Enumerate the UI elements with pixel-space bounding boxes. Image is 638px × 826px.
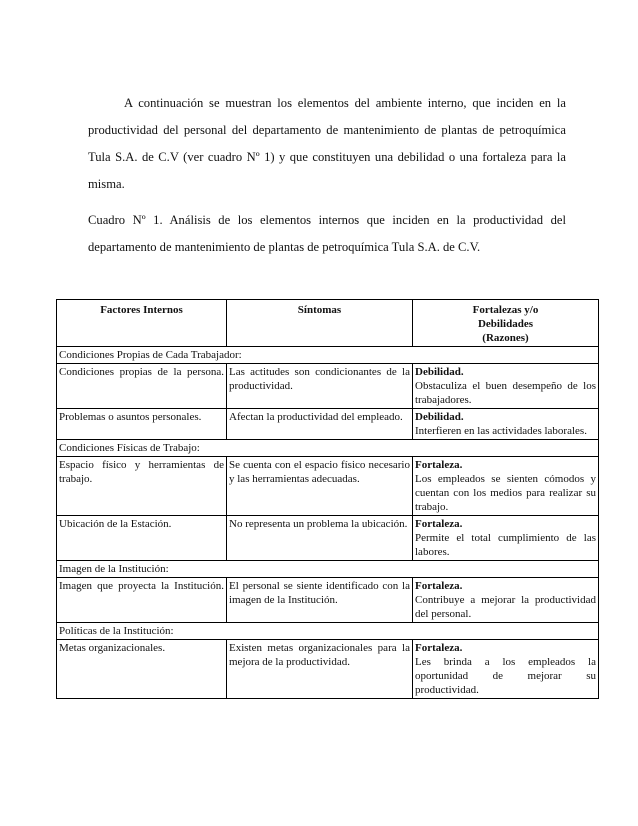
razon-text: Contribuye a mejorar la productividad del personal. [415,594,596,620]
sintoma-cell: Existen metas organizacionales para la mejora de la productividad. [227,640,413,699]
sintoma-cell: Se cuenta con el espacio físico necesario y las herramientas adecuadas. [227,457,413,516]
tipo-label: Fortaleza. [415,459,463,471]
header-fortalezas-line2: Debilidades [477,318,533,330]
section-row [57,623,599,640]
internal-factors-table [56,299,599,699]
razon-cell [413,409,599,440]
header-factores: Factores Internos [57,300,227,347]
razon-text: Obstaculiza el buen desempeño de los trabajadores. [415,380,596,406]
header-fortalezas-line1: Fortalezas y/o [472,304,539,316]
sintoma-cell: El personal se siente identificado con la imagen de la Institución. [227,578,413,623]
table-row [57,578,599,623]
factor-cell: Problemas o asuntos personales. [57,409,227,440]
tipo-label: Fortaleza. [415,642,463,654]
tipo-label: Fortaleza. [415,580,463,592]
section-row [57,440,599,457]
table-row [57,409,599,440]
factor-cell: Imagen que proyecta la Institución. [57,578,227,623]
table-row [57,516,599,561]
table-row [57,457,599,516]
section-title: Condiciones Propias de Cada Trabajador: [57,347,599,364]
intro-text [88,90,566,261]
factor-cell: Ubicación de la Estación. [57,516,227,561]
razon-text: Los empleados se sienten cómodos y cuentan con los medios para realizar su trabajo. [415,473,596,513]
table-row [57,364,599,409]
section-title: Condiciones Físicas de Trabajo: [57,440,599,457]
sintoma-cell: Las actitudes son condicionantes de la productividad. [227,364,413,409]
razon-text: Permite el total cumplimiento de las labores. [415,532,596,558]
factor-cell: Condiciones propias de la persona. [57,364,227,409]
header-sintomas: Síntomas [227,300,413,347]
section-title: Imagen de la Institución: [57,561,599,578]
section-row [57,347,599,364]
razon-cell [413,457,599,516]
sintoma-cell: No representa un problema la ubicación. [227,516,413,561]
section-title: Políticas de la Institución: [57,623,599,640]
razon-cell [413,578,599,623]
sintoma-cell: Afectan la productividad del empleado. [227,409,413,440]
table-row [57,640,599,699]
table-header-row [57,300,599,347]
tipo-label: Fortaleza. [415,518,463,530]
razon-cell [413,640,599,699]
header-fortalezas [413,300,599,347]
razon-cell [413,516,599,561]
table-caption: Cuadro Nº 1. Análisis de los elementos internos que inciden en la productividad del departamento de mantenimiento de plantas de petroquímica Tula S.A. de C.V. [88,213,566,254]
factor-cell: Metas organizacionales. [57,640,227,699]
tipo-label: Debilidad. [415,366,464,378]
tipo-label: Debilidad. [415,411,464,423]
header-fortalezas-line3: (Razones) [482,332,529,344]
section-row [57,561,599,578]
razon-text: Les brinda a los empleados la oportunidad de mejorar su productividad. [415,656,596,696]
intro-paragraph: A continuación se muestran los elementos del ambiente interno, que inciden en la productividad del personal del departamento de mantenimiento de plantas de petroquímica Tula S.A. de C.V (ver cuadro Nº 1) y que constituyen una debilidad o una fortaleza para la misma. [88,96,566,191]
razon-cell [413,364,599,409]
razon-text: Interfieren en las actividades laborales. [415,425,587,437]
factor-cell: Espacio físico y herramientas de trabajo. [57,457,227,516]
